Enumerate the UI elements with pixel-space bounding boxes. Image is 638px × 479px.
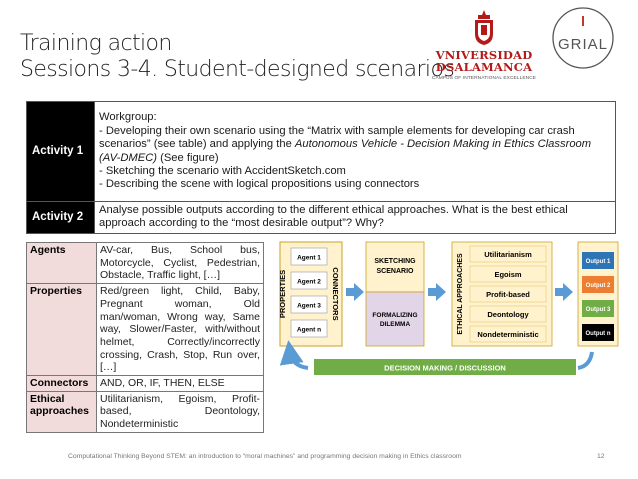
university-name-line-2: DSALAMANCA bbox=[435, 60, 533, 74]
feedback-arrow-left-icon bbox=[290, 352, 308, 368]
grial-logo-text: GRIAL bbox=[557, 36, 609, 53]
activity-1-line-1: Workgroup: bbox=[99, 111, 157, 124]
scenario-matrix-table bbox=[26, 242, 264, 433]
matrix-row bbox=[27, 243, 264, 284]
activity-1-line-3: - Sketching the scenario with AccidentSketch.com bbox=[99, 164, 346, 177]
activity-2-label: Activity 2 bbox=[27, 202, 95, 234]
matrix-value-connectors: AND, OR, IF, THEN, ELSE bbox=[97, 376, 264, 392]
properties-label: PROPERTIES bbox=[278, 269, 287, 319]
connectors-label: CONNECTORS bbox=[331, 267, 340, 321]
matrix-value-agents: AV-car, Bus, School bus, Motorcycle, Cyclist, Pedestrian, Obstacle, Traffic light, […] bbox=[97, 243, 264, 284]
university-logo bbox=[428, 10, 540, 92]
matrix-value-ethical: Utilitarianism, Egoism, Profit-based, Deontology, Nondeterministic bbox=[97, 391, 264, 432]
activity-1-line-4: - Describing the scene with logical propositions using connectors bbox=[99, 178, 420, 191]
activity-table bbox=[26, 101, 616, 234]
grial-logo bbox=[550, 5, 616, 71]
activity-1-line-2 bbox=[99, 125, 611, 165]
approach-label: Nondeterministic bbox=[477, 330, 539, 339]
output-label: Output n bbox=[585, 331, 611, 337]
university-name bbox=[428, 49, 540, 73]
approach-label: Deontology bbox=[487, 310, 529, 319]
approach-label: Egoism bbox=[494, 270, 522, 279]
matrix-key-properties: Properties bbox=[27, 284, 97, 376]
sketching-label-text-line: SKETCHING bbox=[374, 258, 416, 265]
matrix-value-properties: Red/green light, Child, Baby, Pregnant woman, Old man/woman, Wrong way, Same way, Slower/Faster, with/without helmet, Correctly/incorrectly crossing, Crash, Stop, Run over, […] bbox=[97, 284, 264, 376]
agent-label: Agent 1 bbox=[297, 254, 321, 262]
university-crest-icon bbox=[472, 10, 496, 46]
sketching-label-text-line: SCENARIO bbox=[376, 268, 414, 275]
activity-1-line-2-em: Autonomous Vehicle - Decision Making in Ethics Classroom (AV-DMEC) bbox=[99, 138, 592, 164]
arrow-right-icon bbox=[555, 283, 573, 301]
activity-1-label: Activity 1 bbox=[27, 102, 95, 202]
output-label: Output 2 bbox=[585, 283, 611, 289]
title-line-2: Sessions 3-4. Student-designed scenarios bbox=[20, 57, 455, 82]
feedback-arrow-right-icon bbox=[578, 352, 592, 368]
approach-label: Profit-based bbox=[486, 290, 530, 299]
formalizing-label-text-line: FORMALIZING bbox=[372, 312, 418, 319]
approach-boxes bbox=[470, 246, 546, 342]
ethical-approaches-label: ETHICAL APPROACHES bbox=[457, 253, 464, 335]
arrow-right-icon bbox=[346, 283, 364, 301]
matrix-row bbox=[27, 391, 264, 432]
matrix-row bbox=[27, 376, 264, 392]
matrix-key-connectors: Connectors bbox=[27, 376, 97, 392]
matrix-row bbox=[27, 284, 264, 376]
decision-label: DECISION MAKING / DISCUSSION bbox=[384, 363, 506, 373]
matrix-key-ethical: Ethical approaches bbox=[27, 391, 97, 432]
approach-label: Utilitarianism bbox=[484, 250, 532, 259]
sketching-box bbox=[366, 242, 424, 292]
activity-1-text bbox=[95, 102, 616, 202]
page-number: 12 bbox=[597, 453, 605, 460]
activity-1-line-2-b: (See figure) bbox=[157, 151, 219, 164]
arrow-right-icon bbox=[428, 283, 446, 301]
activity-1-line-2-a: - Developing their own scenario using the “Matrix with sample elements for developing car crash scenarios” (see table) and applying the bbox=[99, 124, 575, 151]
activity-2-text: Analyse possible outputs according to the different ethical approaches. What is the best ethical approach according to the “most desirable output”? Why? bbox=[95, 202, 616, 234]
av-dmec-diagram bbox=[272, 240, 622, 390]
formalizing-label-text-line: DILEMMA bbox=[379, 321, 411, 328]
title-line-1: Training action bbox=[20, 31, 172, 56]
page-title bbox=[20, 31, 454, 83]
agent-label: Agent 3 bbox=[297, 302, 321, 310]
agent-label: Agent 2 bbox=[297, 278, 321, 286]
formalizing-box bbox=[366, 292, 424, 346]
university-name-line-1: VNIVERSIDAD bbox=[435, 48, 533, 62]
output-label: Output 3 bbox=[585, 307, 611, 313]
university-campus: CAMPUS OF INTERNATIONAL EXCELLENCE bbox=[431, 76, 537, 81]
footer-text: Computational Thinking Beyond STEM: an introduction to “moral machines” and programming decision making in Ethics classroom bbox=[68, 453, 462, 460]
output-label: Output 1 bbox=[585, 259, 611, 265]
activity-row bbox=[27, 102, 616, 202]
activity-row bbox=[27, 202, 616, 234]
matrix-key-agents: Agents bbox=[27, 243, 97, 284]
agent-label: Agent n bbox=[296, 326, 322, 334]
